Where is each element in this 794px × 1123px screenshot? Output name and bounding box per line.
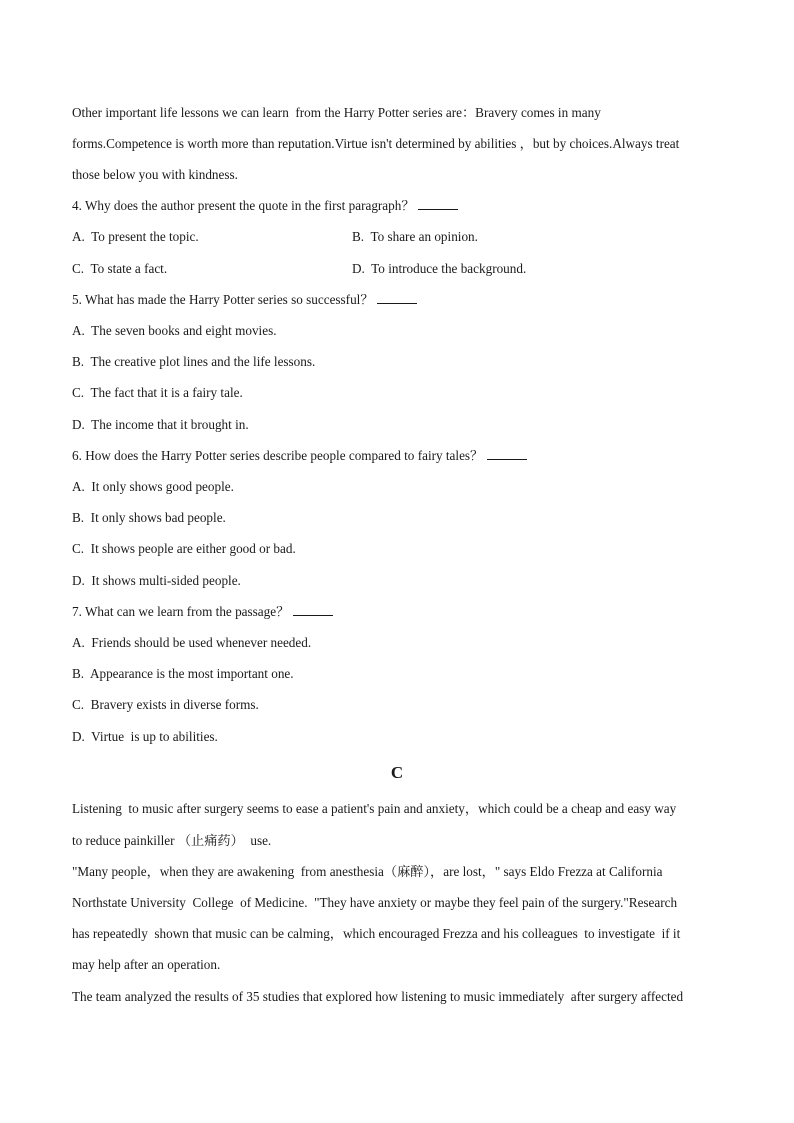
question-4-text: 4. Why does the author present the quote in the first paragraph？: [72, 198, 415, 213]
passage-line: those below you with kindness.: [72, 167, 238, 182]
question-5-text: 5. What has made the Harry Potter series so successful？: [72, 292, 374, 307]
passage-line: The team analyzed the results of 35 studies that explored how listening to music immediately after surgery affected: [72, 989, 684, 1004]
passage-line: "Many people，when they are awakening from anesthesia（麻醉），are lost，" says Eldo Frezza at California: [72, 864, 663, 879]
question-6-option-c: C. It shows people are either good or bad.: [72, 541, 296, 556]
passage-line: has repeatedly shown that music can be calming，which encouraged Frezza and his colleagues to investigate if it: [72, 926, 681, 941]
passage-line: Other important life lessons we can learn from the Harry Potter series are：Bravery comes in many: [72, 105, 601, 120]
section-heading: C: [390, 763, 404, 782]
question-7-option-a: A. Friends should be used whenever needed.: [72, 635, 312, 650]
question-4-option-c: C. To state a fact.: [72, 261, 168, 276]
question-7-option-b: B. Appearance is the most important one.: [72, 666, 294, 681]
question-5-option-d: D. The income that it brought in.: [72, 417, 249, 432]
question-6-text: 6. How does the Harry Potter series describe people compared to fairy tales？: [72, 448, 484, 463]
answer-blank[interactable]: [418, 198, 458, 210]
question-7-option-c: C. Bravery exists in diverse forms.: [72, 697, 259, 712]
passage-line: Northstate University College of Medicine. "They have anxiety or maybe they feel pain of the surgery."Research: [72, 895, 678, 910]
question-5-stem: [72, 292, 417, 308]
question-4-stem: [72, 198, 458, 214]
passage-line: Listening to music after surgery seems to ease a patient's pain and anxiety，which could be a cheap and easy way: [72, 801, 677, 816]
question-4-option-b: B. To share an opinion.: [352, 229, 478, 244]
question-5-option-a: A. The seven books and eight movies.: [72, 323, 277, 338]
answer-blank[interactable]: [293, 604, 333, 616]
question-4-option-d: D. To introduce the background.: [352, 261, 527, 276]
question-6-option-b: B. It only shows bad people.: [72, 510, 226, 525]
passage-line: to reduce painkiller （止痛药） use.: [72, 833, 272, 848]
answer-blank[interactable]: [377, 292, 417, 304]
question-4-option-a: A. To present the topic.: [72, 229, 199, 244]
question-6-option-d: D. It shows multi-sided people.: [72, 573, 241, 588]
passage-line: forms.Competence is worth more than reputation.Virtue isn't determined by abilities ，but by choices.Always treat: [72, 136, 680, 151]
question-6-stem: [72, 448, 527, 464]
question-5-option-c: C. The fact that it is a fairy tale.: [72, 385, 243, 400]
question-5-option-b: B. The creative plot lines and the life lessons.: [72, 354, 316, 369]
question-7-text: 7. What can we learn from the passage？: [72, 604, 290, 619]
question-7-stem: [72, 604, 333, 620]
passage-line: may help after an operation.: [72, 957, 221, 972]
answer-blank[interactable]: [487, 448, 527, 460]
question-6-option-a: A. It only shows good people.: [72, 479, 234, 494]
question-7-option-d: D. Virtue is up to abilities.: [72, 729, 218, 744]
